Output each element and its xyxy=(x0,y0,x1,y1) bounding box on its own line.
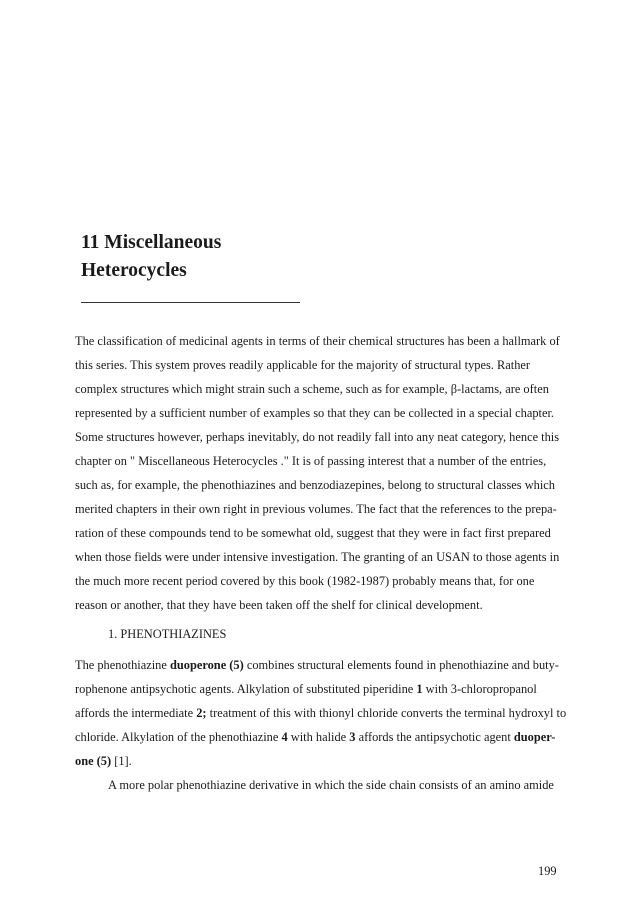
text-line xyxy=(75,705,566,721)
section-heading: 1. PHENOTHIAZINES xyxy=(108,627,227,641)
text-line: Some structures however, perhaps inevitably, do not readily fall into any neat category, hence this xyxy=(75,430,560,444)
text-run: with halide xyxy=(287,730,350,744)
text-run: combines structural elements found in phenothiazine and buty- xyxy=(243,658,559,672)
compound-name: one (5) xyxy=(75,754,112,768)
text-line xyxy=(75,681,537,697)
title-divider xyxy=(81,302,300,303)
text-run: treatment of this with thionyl chloride converts the terminal hydroxyl to xyxy=(206,706,567,720)
text-run: The phenothiazine xyxy=(75,658,170,672)
compound-number: 1 xyxy=(416,682,423,696)
compound-number: 3 xyxy=(349,730,356,744)
text-line xyxy=(75,657,559,673)
text-run: affords the antipsychotic agent xyxy=(355,730,514,744)
text-line: represented by a sufficient number of examples so that they can be collected in a special chapter. xyxy=(75,406,555,420)
compound-number: 4 xyxy=(281,730,288,744)
text-line: merited chapters in their own right in previous volumes. The fact that the references to the prepa- xyxy=(75,502,557,516)
citation: [1]. xyxy=(111,754,132,768)
text-line: this series. This system proves readily applicable for the majority of structural types. Rather xyxy=(75,358,531,372)
chapter-title xyxy=(81,229,221,285)
text-line: complex structures which might strain such a scheme, such as for example, β-lactams, are often xyxy=(75,382,549,396)
text-line: ration of these compounds tend to be somewhat old, suggest that they were in fact first prepared xyxy=(75,526,551,540)
text-run: affords the intermediate xyxy=(75,706,197,720)
text-line xyxy=(75,729,555,745)
text-run: with 3-chloropropanol xyxy=(422,682,537,696)
text-run: chloride. Alkylation of the phenothiazine xyxy=(75,730,282,744)
compound-number: 2; xyxy=(196,706,207,720)
text-line: when those fields were under intensive investigation. The granting of an USAN to those agents in xyxy=(75,550,560,564)
text-line: The classification of medicinal agents in terms of their chemical structures has been a hallmark of xyxy=(75,334,560,348)
page-number: 199 xyxy=(538,864,557,878)
compound-name: duoperone (5) xyxy=(169,658,244,672)
text-line: the much more recent period covered by this book (1982-1987) probably means that, for one xyxy=(75,574,535,588)
text-line: chapter on " Miscellaneous Heterocycles ." It is of passing interest that a number of the entries, xyxy=(75,454,547,468)
text-run: rophenone antipsychotic agents. Alkylation of substituted piperidine xyxy=(75,682,417,696)
text-line: A more polar phenothiazine derivative in which the side chain consists of an amino amide xyxy=(108,778,554,792)
text-line xyxy=(75,753,132,769)
text-line: reason or another, that they have been taken off the shelf for clinical development. xyxy=(75,598,483,612)
compound-name: duoper- xyxy=(513,730,556,744)
chapter-title-line-1: 11 Miscellaneous xyxy=(81,232,222,253)
text-line: such as, for example, the phenothiazines and benzodiazepines, belong to structural classes which xyxy=(75,478,555,492)
chapter-title-line-2: Heterocycles xyxy=(81,260,187,281)
